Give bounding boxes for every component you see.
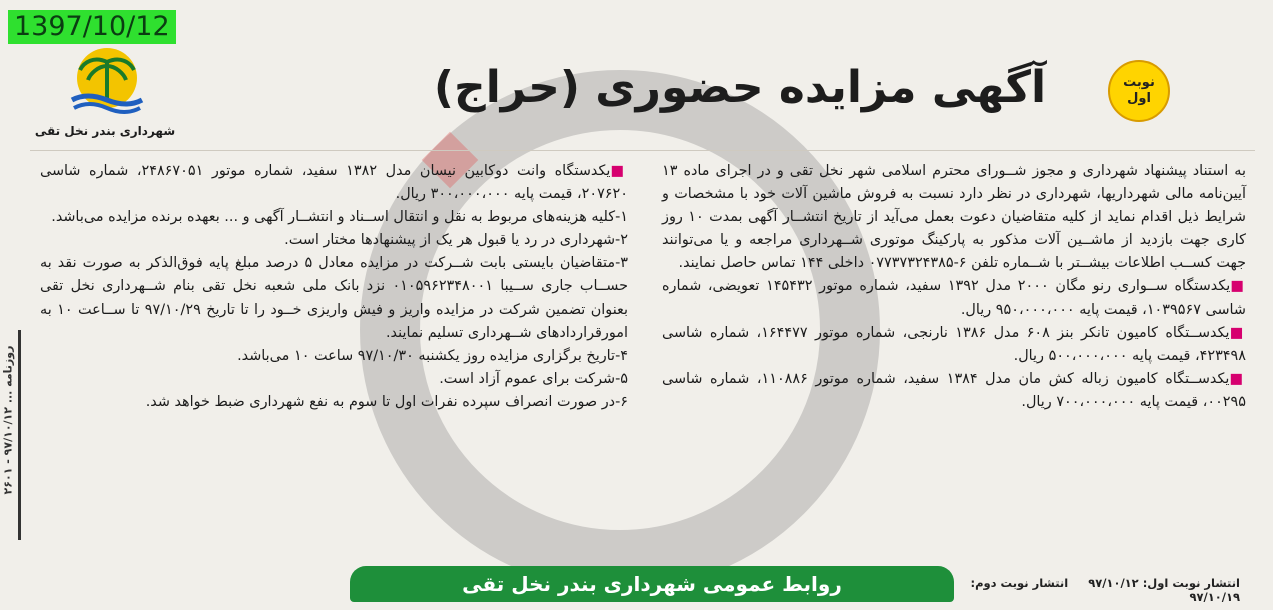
page-title: آگهی مزایده حضوری (حراج) [433,62,1047,113]
date-stamp: 1397/10/12 [8,10,176,44]
second-publish-date: انتشار نوبت دوم: ۹۷/۱۰/۱۹ [970,576,1240,604]
condition-item: ۳-متقاضیان بایستی بابت شــرکت در مزایده معادل ۵ درصد مبلغ پایه فوق‌الذکر به صورت نقد به حســاب جاری ســیبا ۰۱۰۵۹۶۲۳۴۸۰۰۱ نزد بانک ملی شعبه نخل تقی بنام شــهرداری نخل تقی بعنوان تضمین شرکت در مزایده واریز و فیش واریزی خــود را تا تاریخ ۹۷/۱۰/۲۹ تا ســاعت ۱۰ به امورقراردادهای شــهرداری تسلیم نمایند. [40,255,628,341]
condition-item: ۵-شرکت برای عموم آزاد است. [439,370,628,387]
footer-banner: روابط عمومی شهرداری بندر نخل تقی [350,566,954,602]
list-item: ■یکدســتگاه کامیون تانکر بنز ۶۰۸ مدل ۱۳۸۶ نارنجی، شماره موتور ۱۶۴۴۷۷، شماره شاسی ۴۲۳۴۹۸، قیمت پایه ۵۰۰،۰۰۰،۰۰۰ ریال. [662,324,1246,364]
condition-item: ۱-کلیه هزینه‌های مربوط به نقل و انتقال اســناد و انتشــار آگهی و ... بعهده برنده مزایده می‌باشد. [51,209,628,226]
condition-item: ۶-در صورت انصراف سپرده نفرات اول تا سوم به نفع شهرداری ضبط خواهد شد. [145,393,628,410]
side-rule [18,330,21,540]
list-item: ■یکدستگاه وانت دوکابین نیسان مدل ۱۳۸۲ سفید، شماره موتور ۲۴۸۶۷۰۵۱، شماره شاسی ۲۰۷۶۲۰، قیمت پایه ۳۰۰،۰۰۰،۰۰۰ ریال. [40,163,628,203]
bullet-icon: ■ [1229,324,1246,341]
right-column [662,160,1246,414]
bullet-icon: ■ [610,163,628,179]
bullet-icon: ■ [1229,370,1246,387]
publication-dates [910,576,1240,604]
condition-item: ۲-شهرداری در رد یا قبول هر یک از پیشنهادها مختار است. [284,232,628,249]
list-item: ■یکدســتگاه کامیون زباله کش مان مدل ۱۳۸۴ سفید، شماره موتور ۱۱۰۸۸۶، شماره شاسی ۰۰۲۹۵، قیمت پایه ۷۰۰،۰۰۰،۰۰۰ ریال. [662,370,1246,410]
left-column [40,160,628,414]
first-publication-badge [1108,60,1170,122]
bullet-icon: ■ [1230,278,1246,295]
condition-item: ۴-تاریخ برگزاری مزایده روز یکشنبه ۹۷/۱۰/۳۰ ساعت ۱۰ می‌باشد. [237,347,628,364]
side-label: روزنامه ... ۹۷/۱۰/۱۲ - ۲۶۰۱ [1,345,15,495]
intro-paragraph: به استناد پیشنهاد شهرداری و مجوز شــورای محترم اسلامی شهر نخل تقی و در اجرای ماده ۱۳ آیین‌نامه مالی شهرداریها، شهرداری در نظر دارد نسبت به فروش ماشین آلات خود با مشخصات و شرایط ذیل اقدام نماید از کلیه متقاضیان دعوت بعمل می‌آید از تاریخ انتشــار آگهی بمدت ۱۰ روز کاری جهت بازدید از ماشــین آلات مذکور به پارکینگ موتوری شــهرداری مراجعه و یا می‌توانند جهت کســب اطلاعات بیشــتر با شــماره تلفن ۶-۰۷۷۳۷۳۲۴۳۸۵ داخلی ۱۴۴ تماس حاصل نمایند. [662,163,1246,272]
list-item: ■یکدستگاه ســواری رنو مگان ۲۰۰۰ مدل ۱۳۹۲ سفید، شماره موتور ۱۴۵۴۳۲ تعویضی، شماره شاسی ۱۰۳۹۵۶۷، قیمت پایه ۹۵۰،۰۰۰،۰۰۰ ریال. [662,278,1246,318]
badge-line-1: نوبت [1123,75,1155,90]
badge-line-2: اول [1127,91,1151,106]
logo-caption: شهرداری بندر نخل تقی [34,124,176,138]
first-publish-date: انتشار نوبت اول: ۹۷/۱۰/۱۲ [1088,576,1240,590]
municipality-logo [62,40,152,120]
divider [30,150,1255,151]
